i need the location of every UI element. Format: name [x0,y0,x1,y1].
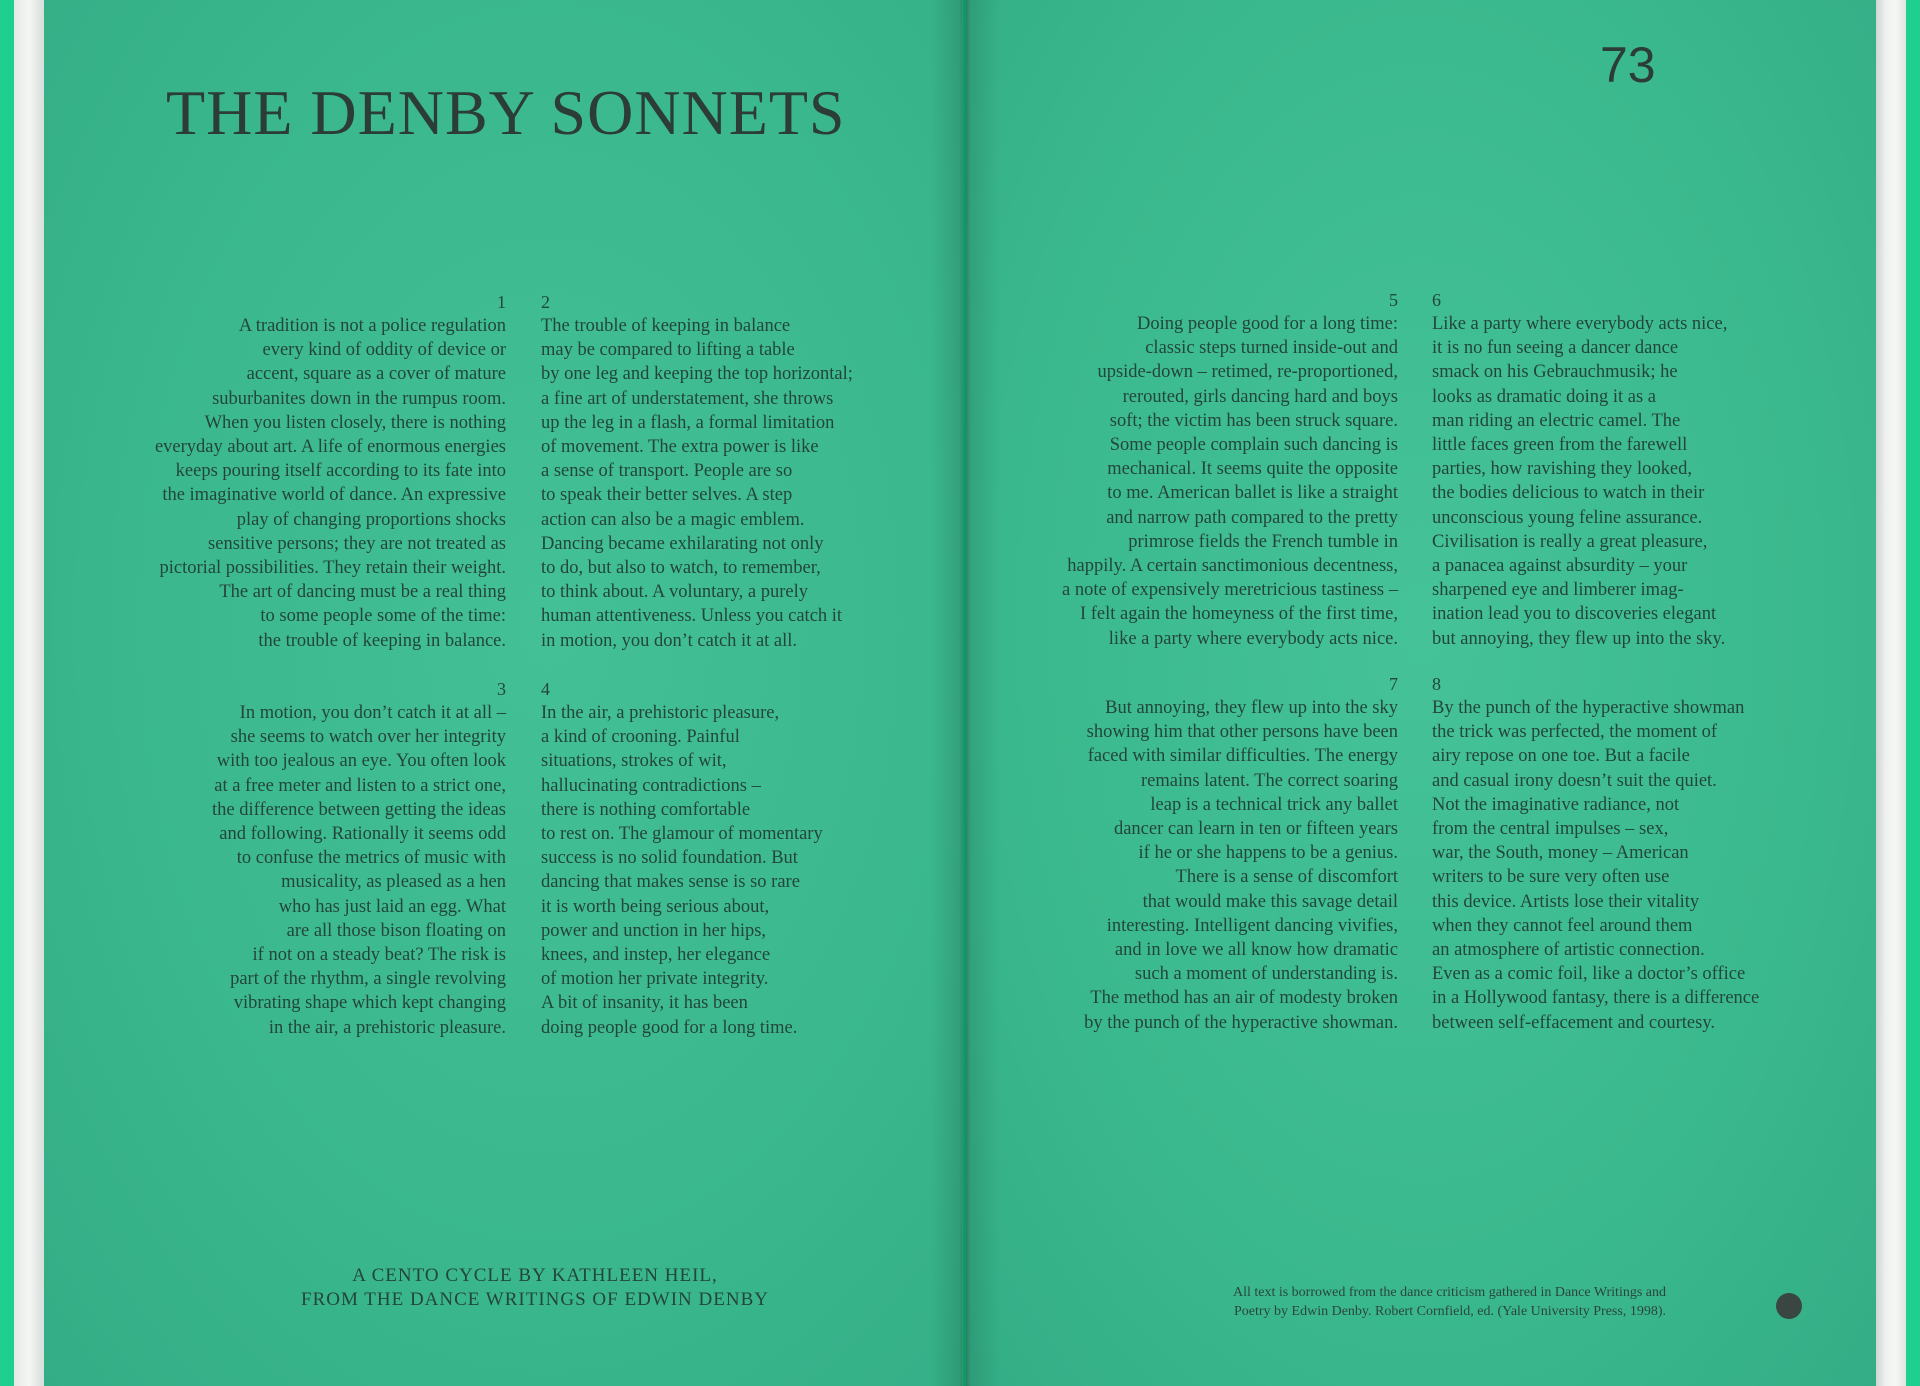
sonnet-line: In the air, a prehistoric pleasure, [541,703,780,723]
sonnet-line: dancing that makes sense is so rare [541,872,800,893]
sonnet-line: Even as a comic foil, like a doctor’s office [1432,964,1746,985]
sonnet-line: to do, but also to watch, to remember, [541,558,821,579]
sonnet-line: pictorial possibilities. They retain their weight. [159,558,506,579]
sonnet-line: sensitive persons; they are not treated as [208,533,506,554]
sonnet-line: The art of dancing must be a real thing [219,582,506,603]
sonnet-line: power and unction in her hips, [541,920,767,941]
source-note [1100,1283,1666,1321]
sonnet-line: knees, and instep, her elegance [541,945,771,966]
sonnet-line: accent, square as a cover of mature [246,364,506,385]
sonnet-line: a kind of crooning. Painful [541,727,740,748]
sonnet-line: rerouted, girls dancing hard and boys [1122,386,1398,407]
sonnet-number: 5 [1389,290,1398,310]
sonnet-line: happily. A certain sanctimonious decentness, [1067,556,1398,577]
sonnet-line: and narrow path compared to the pretty [1106,507,1398,528]
sonnet-line: in a Hollywood fantasy, there is a difference [1432,988,1760,1009]
sonnet-line: to confuse the metrics of music with [236,848,506,869]
sonnet-line: a note of expensively meretricious tastiness – [1062,580,1398,601]
sonnet-line: an atmosphere of artistic connection. [1432,940,1705,961]
sonnet-line: man riding an electric camel. The [1432,410,1681,431]
sonnet-line: every kind of oddity of device or [262,340,506,361]
sonnet-line: interesting. Intelligent dancing vivifies, [1106,915,1398,936]
sonnet-line: remains latent. The correct soaring [1140,770,1398,791]
sonnet-line: the imaginative world of dance. An expressive [162,485,506,506]
sonnet-line: such a moment of understanding is. [1134,964,1398,985]
cento-credit [200,1264,870,1312]
sonnet-8 [1432,672,1759,1035]
sonnet-line: to speak their better selves. A step [541,485,793,506]
sonnet-line: it is worth being serious about, [541,896,770,917]
sonnet-line: in the air, a prehistoric pleasure. [268,1017,506,1038]
sonnet-line: A bit of insanity, it has been [541,993,748,1014]
sonnet-line: ination lead you to discoveries elegant [1432,604,1717,625]
right-page-edges [1872,0,1906,1386]
sonnet-line: at a free meter and listen to a strict one, [214,775,506,796]
sonnet-line: smack on his Gebrauchmusik; he [1432,362,1678,383]
sonnet-line: unconscious young feline assurance. [1432,507,1703,528]
sonnet-line: upside-down – retimed, re-proportioned, [1097,362,1398,383]
sonnet-line: if not on a steady beat? The risk is [252,945,506,966]
sonnet-line: the trick was perfected, the moment of [1432,722,1718,743]
sonnet-line: vibrating shape which kept changing [233,993,506,1014]
sonnet-line: from the central impulses – sex, [1432,819,1669,840]
sonnet-line: A tradition is not a police regulation [238,316,506,336]
sonnet-line: action can also be a magic emblem. [541,509,805,530]
sonnet-line: There is a sense of discomfort [1175,867,1398,888]
sonnet-line: parties, how ravishing they looked, [1432,459,1692,480]
sonnet-line: Not the imaginative radiance, not [1432,794,1680,815]
sonnet-line: human attentiveness. Unless you catch it [541,606,843,627]
credit-line-2: FROM THE DANCE WRITINGS OF EDWIN DENBY [301,1289,769,1310]
sonnet-line: Civilisation is really a great pleasure, [1432,531,1708,552]
sonnet-7 [1084,672,1398,1035]
sonnet-line: a fine art of understatement, she throws [541,388,834,409]
sonnet-line: it is no fun seeing a dancer dance [1432,338,1679,359]
page-number: 73 [1600,37,1656,93]
sonnet-5 [1062,288,1398,651]
sonnet-line: in motion, you don’t catch it at all. [541,630,798,651]
sonnet-line: up the leg in a flash, a formal limitation [541,412,835,433]
sonnet-line: keeps pouring itself according to its fate into [175,461,506,482]
sonnet-line: to think about. A voluntary, a purely [541,582,809,603]
sonnet-number: 4 [541,679,550,699]
sonnet-line: and casual irony doesn’t suit the quiet. [1432,770,1717,791]
sonnet-line: suburbanites down in the rumpus room. [212,388,506,409]
sonnet-line: leap is a technical trick any ballet [1150,794,1398,815]
sonnet-line: the trouble of keeping in balance. [258,630,506,651]
sonnet-line: In motion, you don’t catch it at all – [239,703,506,723]
sonnet-line: by the punch of the hyperactive showman. [1084,1012,1398,1033]
sonnet-line: are all those bison floating on [286,920,506,941]
sonnet-line: of movement. The extra power is like [541,437,819,458]
sonnet-line: The method has an air of modesty broken [1090,988,1398,1009]
sonnet-line: The trouble of keeping in balance [541,316,791,336]
sonnet-line: this device. Artists lose their vitality [1432,891,1700,912]
sonnet-line: By the punch of the hyperactive showman [1432,698,1745,718]
sonnet-number: 6 [1432,290,1441,310]
sonnet-line: may be compared to lifting a table [541,340,795,361]
sonnet-line: with too jealous an eye. You often look [216,751,506,772]
page-title: THE DENBY SONNETS [166,77,846,148]
sonnet-line: when they cannot feel around them [1432,915,1693,936]
sonnet-line: she seems to watch over her integrity [230,727,506,748]
sonnet-4 [541,677,823,1040]
sonnet-line: But annoying, they flew up into the sky [1105,698,1398,718]
sonnet-line: by one leg and keeping the top horizontal; [541,364,853,385]
sonnet-line: to some people some of the time: [260,606,506,627]
sonnet-2 [541,290,853,653]
sonnet-line: Dancing became exhilarating not only [541,533,824,554]
sonnet-line: airy repose on one toe. But a facile [1432,746,1690,767]
sonnet-6 [1432,288,1727,651]
sonnet-number: 2 [541,292,550,312]
sonnet-line: hallucinating contradictions – [541,775,761,796]
sonnet-line: a panacea against absurdity – your [1432,556,1688,577]
sonnet-line: Like a party where everybody acts nice, [1432,314,1728,334]
sonnet-line: there is nothing comfortable [541,799,751,820]
sonnet-line: little faces green from the farewell [1432,435,1688,456]
sonnet-line: part of the rhythm, a single revolving [230,969,506,990]
sonnet-line: Doing people good for a long time: [1136,314,1398,334]
sonnet-line: and following. Rationally it seems odd [219,824,506,845]
sonnet-line: and in love we all know how dramatic [1114,940,1398,961]
sonnet-line: soft; the victim has been struck square. [1109,410,1398,431]
sonnet-line: dancer can learn in ten or fifteen years [1113,819,1398,840]
sonnet-line: like a party where everybody acts nice. [1108,628,1398,649]
sonnet-line: play of changing proportions shocks [236,509,506,530]
sonnet-line: if he or she happens to be a genius. [1138,843,1398,864]
sonnet-3 [212,677,506,1040]
sonnet-line: writers to be sure very often use [1432,867,1670,888]
sonnet-line: doing people good for a long time. [541,1017,798,1038]
sonnet-line: to me. American ballet is like a straight [1107,483,1398,504]
sonnet-line: mechanical. It seems quite the opposite [1107,459,1398,480]
bullet-dot-icon [1776,1293,1802,1319]
sonnet-line: between self-effacement and courtesy. [1432,1012,1716,1033]
sonnet-line: of motion her private integrity. [541,969,769,990]
credit-line-1: A CENTO CYCLE BY KATHLEEN HEIL, [352,1265,718,1286]
source-note-line-2: Poetry by Edwin Denby. Robert Cornfield, ed. (Yale University Press, 1998). [1233,1304,1666,1319]
sonnet-number: 1 [497,292,506,312]
sonnet-line: everyday about art. A life of enormous energies [154,437,506,458]
sonnet-line: faced with similar difficulties. The energy [1087,746,1398,767]
sonnet-line: Some people complain such dancing is [1109,435,1398,456]
sonnet-line: the bodies delicious to watch in their [1432,483,1705,504]
book-gutter [930,0,1000,1386]
sonnet-line: success is no solid foundation. But [541,848,798,869]
sonnet-line: sharpened eye and limberer imag- [1432,580,1684,601]
sonnet-line: looks as dramatic doing it as a [1432,386,1657,407]
sonnet-line: I felt again the homeyness of the first time, [1079,604,1398,625]
sonnet-1 [155,290,506,653]
sonnet-line: war, the South, money – American [1432,843,1689,864]
sonnet-line: classic steps turned inside-out and [1145,338,1398,359]
sonnet-line: situations, strokes of wit, [541,751,727,772]
sonnet-line: who has just laid an egg. What [278,896,506,917]
source-note-line-1: All text is borrowed from the dance criticism gathered in Dance Writings and [1232,1285,1666,1300]
sonnet-number: 7 [1389,674,1398,694]
sonnet-line: that would make this savage detail [1142,891,1398,912]
sonnet-line: showing him that other persons have been [1086,722,1398,743]
sonnet-line: primrose fields the French tumble in [1128,531,1398,552]
sonnet-number: 8 [1432,674,1441,694]
sonnet-line: the difference between getting the ideas [212,799,506,820]
sonnet-line: When you listen closely, there is nothing [204,412,506,433]
sonnet-number: 3 [497,679,506,699]
sonnet-line: but annoying, they flew up into the sky. [1432,628,1726,649]
sonnet-line: a sense of transport. People are so [541,461,793,482]
sonnet-line: to rest on. The glamour of momentary [541,824,823,845]
sonnet-line: musicality, as pleased as a hen [281,872,506,893]
